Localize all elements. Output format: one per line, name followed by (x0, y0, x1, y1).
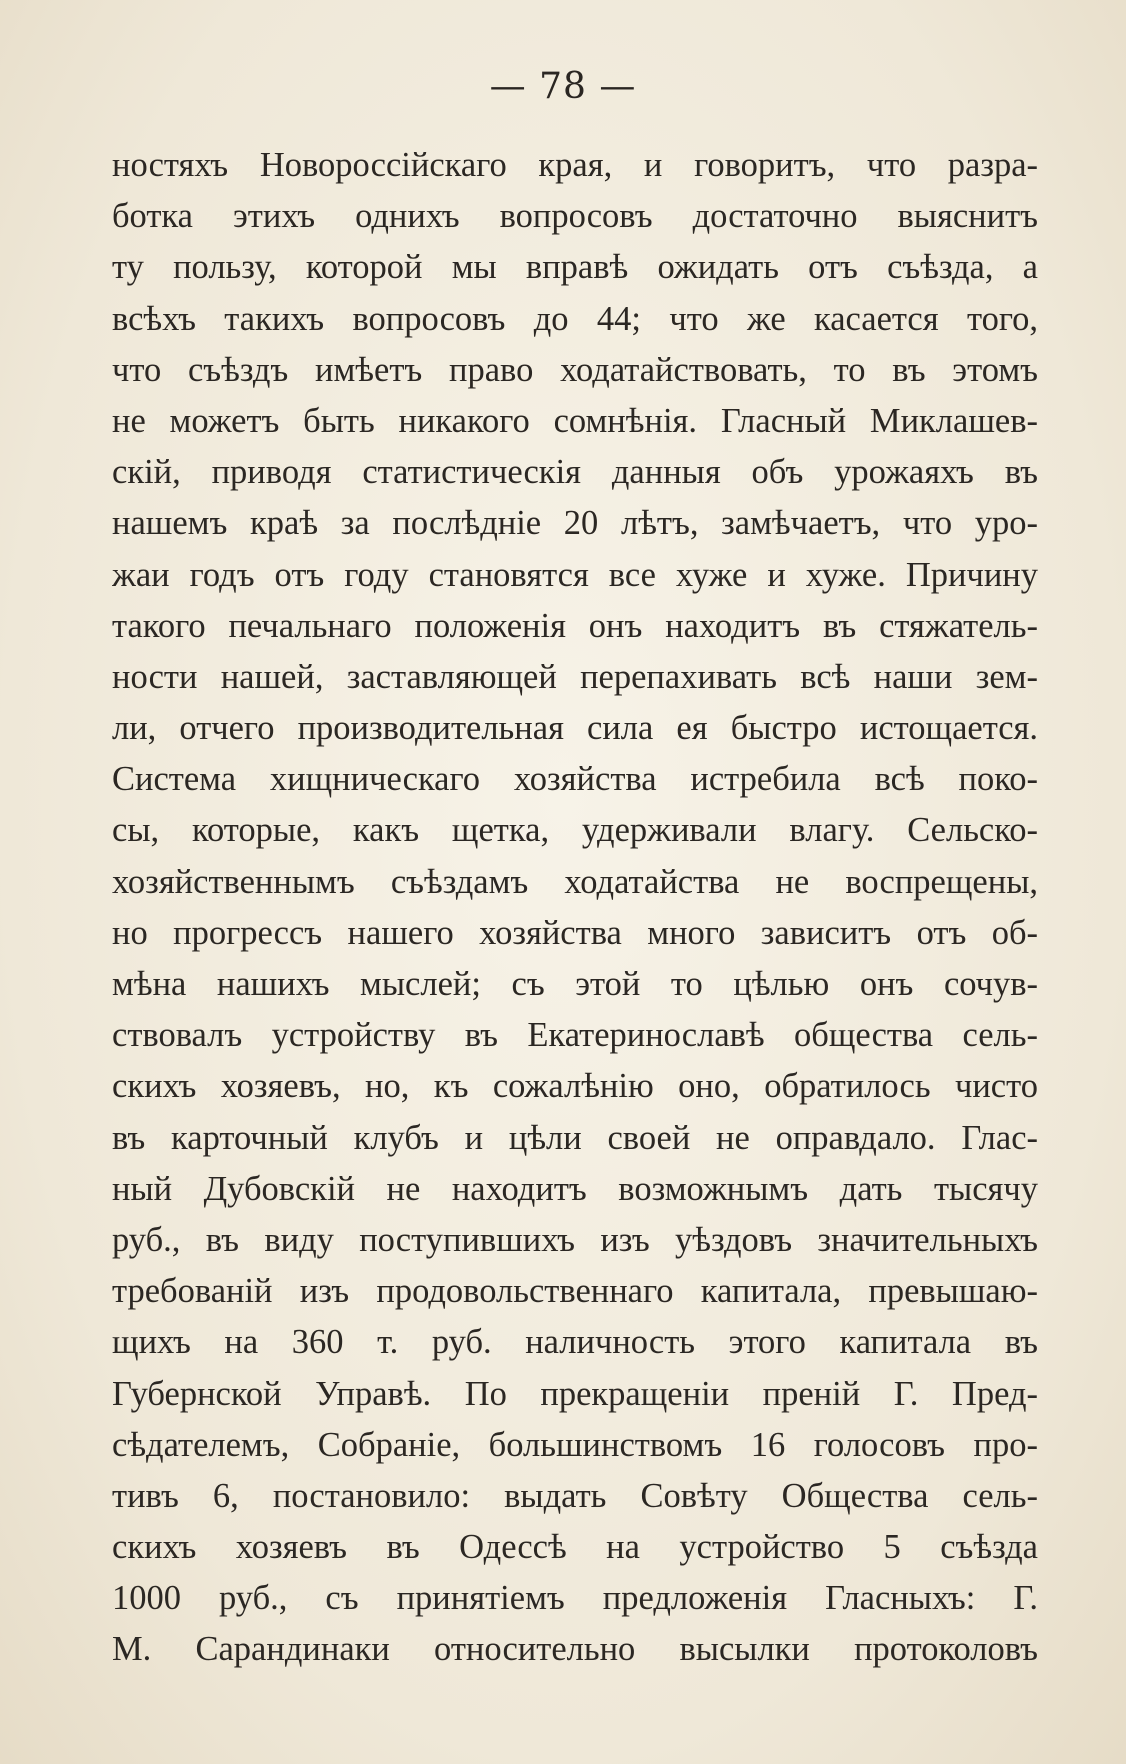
text-line: тивъ 6, постановило: выдать Совѣту Общества сель- (112, 1476, 1038, 1515)
text-line: нашемъ краѣ за послѣдніе 20 лѣтъ, замѣчаетъ, что уро- (112, 504, 1038, 543)
text-line: М. Сарандинаки относительно высылки протоколовъ (112, 1630, 1038, 1669)
text-line: требованій изъ продовольственнаго капитала, превышаю- (112, 1272, 1038, 1311)
text-line: Губернской Управѣ. По прекращеніи преній Г. Пред- (112, 1374, 1038, 1413)
text-line: ный Дубовскій не находитъ возможнымъ дать тысячу (112, 1169, 1038, 1208)
text-line: ли, отчего производительная сила ея быстро истощается. (112, 709, 1038, 748)
text-line: руб., въ виду поступившихъ изъ уѣздовъ значительныхъ (112, 1220, 1038, 1259)
text-line: хозяйственнымъ съѣздамъ ходатайства не воспрещены, (112, 862, 1038, 901)
text-line: ствовалъ устройству въ Екатеринославѣ общества сель- (112, 1016, 1038, 1055)
text-line: но прогрессъ нашего хозяйства много зависитъ отъ об- (112, 913, 1038, 952)
text-line: сѣдателемъ, Собраніе, большинствомъ 16 голосовъ про- (112, 1425, 1038, 1464)
text-line: сы, которые, какъ щетка, удерживали влагу. Сельско- (112, 811, 1038, 850)
body-text (112, 140, 1038, 1676)
text-line: ту пользу, которой мы вправѣ ожидать отъ съѣзда, а (112, 248, 1038, 287)
page-number: — 78 — (489, 66, 637, 107)
text-line: что съѣздъ имѣетъ право ходатайствовать, то въ этомъ (112, 350, 1038, 389)
text-line: ботка этихъ однихъ вопросовъ достаточно выяснитъ (112, 197, 1038, 236)
text-line: ности нашей, заставляющей перепахивать всѣ наши зем- (112, 657, 1038, 696)
text-line: щихъ на 360 т. руб. наличность этого капитала въ (112, 1323, 1038, 1362)
text-line: скихъ хозяевъ, но, къ сожалѣнію оно, обратилось чисто (112, 1067, 1038, 1106)
text-line: скій, приводя статистическія данныя объ урожаяхъ въ (112, 453, 1038, 492)
text-line: всѣхъ такихъ вопросовъ до 44; что же касается того, (112, 299, 1038, 338)
text-line: такого печальнаго положенія онъ находитъ въ стяжатель- (112, 606, 1038, 645)
text-line: жаи годъ отъ году становятся все хуже и хуже. Причину (112, 555, 1038, 594)
text-line: скихъ хозяевъ въ Одессѣ на устройство 5 съѣзда (112, 1528, 1038, 1567)
text-line: Система хищническаго хозяйства истребила всѣ поко- (112, 760, 1038, 799)
text-line: въ карточный клубъ и цѣли своей не оправдало. Глас- (112, 1118, 1038, 1157)
text-line: не можетъ быть никакого сомнѣнія. Гласный Миклашев- (112, 401, 1038, 440)
text-line: ностяхъ Новороссійскаго края, и говоритъ, что разра- (112, 146, 1038, 184)
text-line: 1000 руб., съ принятіемъ предложенія Гласныхъ: Г. (112, 1579, 1038, 1618)
text-line: мѣна нашихъ мыслей; съ этой то цѣлью онъ сочув- (112, 965, 1038, 1003)
